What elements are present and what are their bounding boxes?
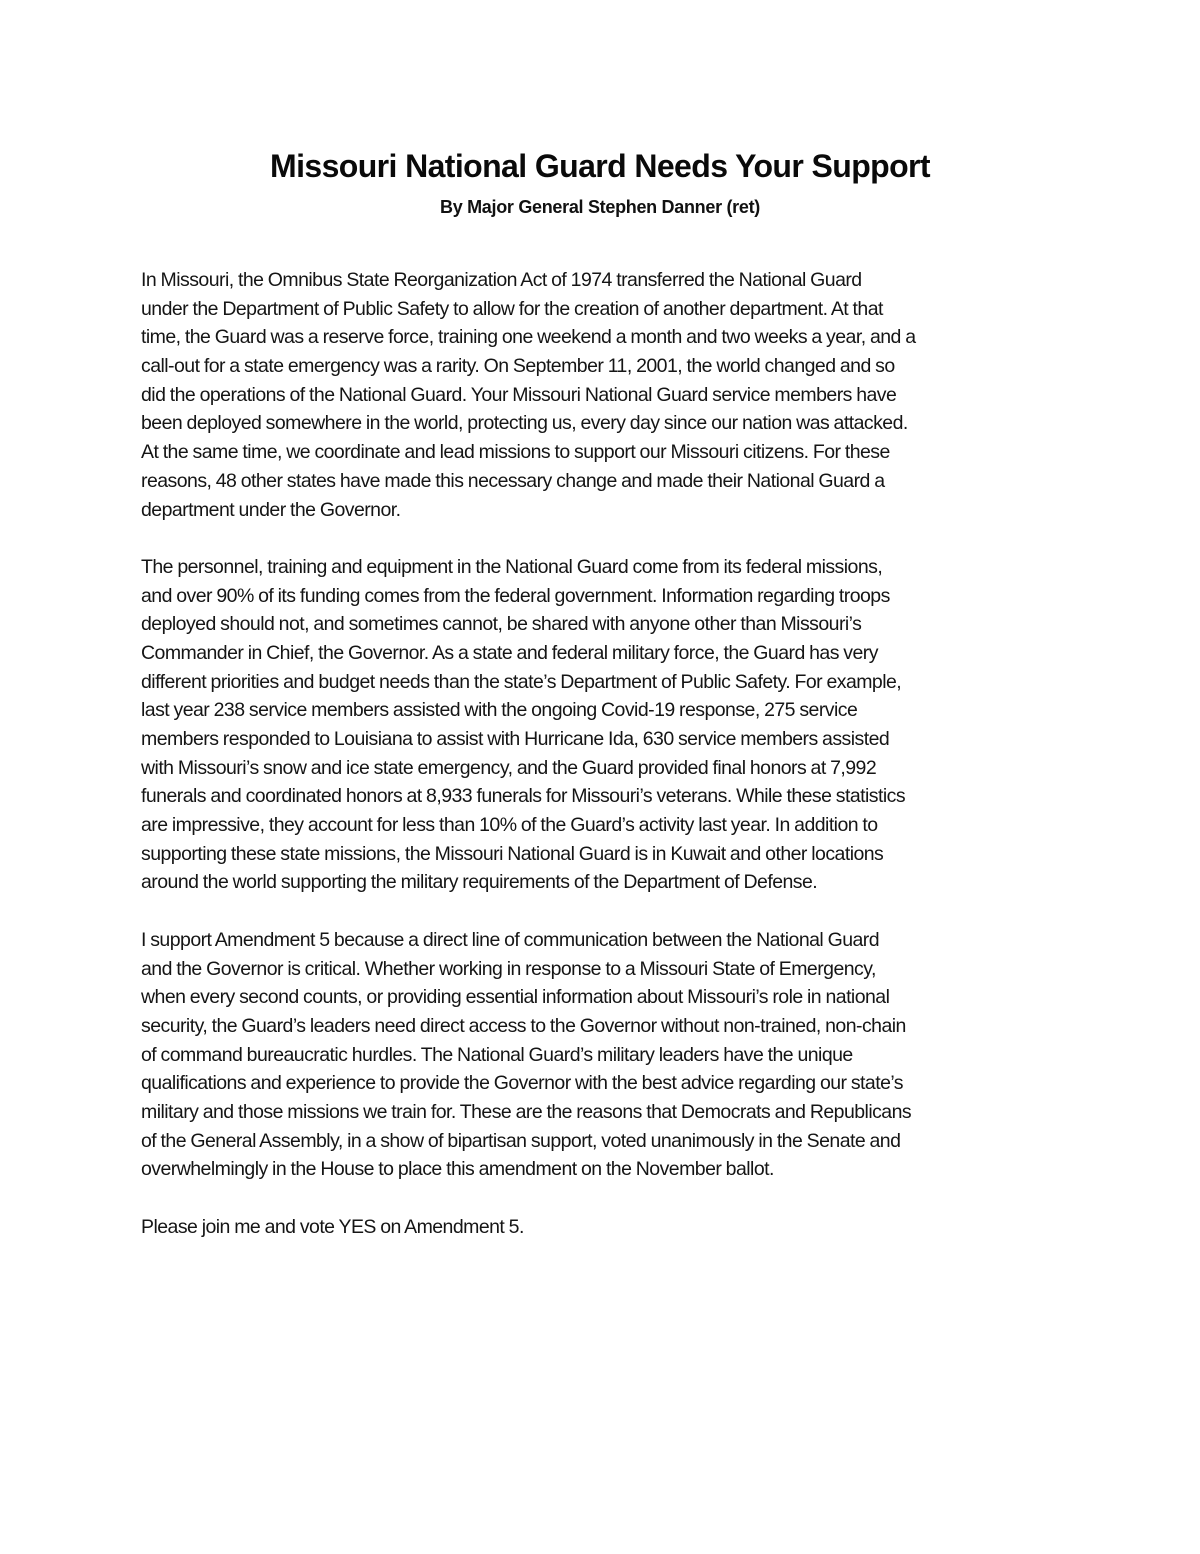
text-line: time, the Guard was a reserve force, training one weekend a month and two weeks a year, and a (141, 326, 916, 349)
paragraph-amendment-support (141, 926, 1081, 1184)
text-line: when every second counts, or providing essential information about Missouri’s role in national (141, 986, 890, 1009)
text-line: funerals and coordinated honors at 8,933 funerals for Missouri’s veterans. While these statistics (141, 785, 906, 808)
text-line: Please join me and vote YES on Amendment 5. (141, 1215, 524, 1238)
paragraph-reorganization-history (141, 266, 1081, 524)
author-byline: By Major General Stephen Danner (ret) (440, 197, 760, 217)
text-line: In Missouri, the Omnibus State Reorganization Act of 1974 transferred the National Guard (141, 269, 862, 291)
text-line: and the Governor is critical. Whether working in response to a Missouri State of Emergency, (141, 957, 876, 980)
text-line: security, the Guard’s leaders need direct access to the Governor without non-trained, non-chain (141, 1014, 906, 1037)
paragraph-spacer (141, 524, 1081, 553)
text-line: are impressive, they account for less than 10% of the Guard’s activity last year. In addition to (141, 814, 878, 837)
text-line: reasons, 48 other states have made this necessary change and made their National Guard a (141, 469, 885, 492)
text-line: department under the Governor. (141, 498, 401, 521)
text-line: deployed should not, and sometimes cannot, be shared with anyone other than Missouri’s (141, 613, 862, 636)
document-title: Missouri National Guard Needs Your Support (270, 148, 930, 184)
paragraph-federal-missions (141, 553, 1081, 897)
paragraph-call-to-action (141, 1213, 1081, 1242)
text-line: around the world supporting the military requirements of the Department of Defense. (141, 871, 818, 894)
text-line: supporting these state missions, the Missouri National Guard is in Kuwait and other locations (141, 842, 884, 865)
text-line: last year 238 service members assisted with the ongoing Covid-19 response, 275 service (141, 699, 858, 722)
text-line: members responded to Louisiana to assist with Hurricane Ida, 630 service members assisted (141, 728, 890, 750)
text-line: At the same time, we coordinate and lead missions to support our Missouri citizens. For these (141, 441, 890, 464)
text-line: Commander in Chief, the Governor. As a state and federal military force, the Guard has very (141, 641, 878, 664)
text-line: qualifications and experience to provide the Governor with the best advice regarding our state’s (141, 1072, 903, 1095)
text-line: been deployed somewhere in the world, protecting us, every day since our nation was attacked. (141, 412, 908, 435)
text-line: call-out for a state emergency was a rarity. On September 11, 2001, the world changed and so (141, 355, 895, 378)
text-line: of the General Assembly, in a show of bipartisan support, voted unanimously in the Senate and (141, 1129, 901, 1152)
text-line: did the operations of the National Guard. Your Missouri National Guard service members have (141, 383, 897, 406)
text-line: overwhelmingly in the House to place this amendment on the November ballot. (141, 1158, 774, 1181)
text-line: I support Amendment 5 because a direct line of communication between the National Guard (141, 928, 880, 951)
paragraph-spacer (141, 1184, 1081, 1213)
text-line: different priorities and budget needs than the state’s Department of Public Safety. For example, (141, 670, 902, 693)
text-line: of command bureaucratic hurdles. The National Guard’s military leaders have the unique (141, 1043, 853, 1066)
text-line: with Missouri’s snow and ice state emergency, and the Guard provided final honors at 7,992 (141, 756, 877, 779)
document-body (141, 266, 1081, 1241)
text-line: military and those missions we train for. These are the reasons that Democrats and Republicans (141, 1100, 912, 1123)
text-line: The personnel, training and equipment in the National Guard come from its federal missions, (141, 555, 883, 578)
text-line: and over 90% of its funding comes from the federal government. Information regarding troops (141, 584, 890, 607)
paragraph-spacer (141, 897, 1081, 926)
text-line: under the Department of Public Safety to allow for the creation of another department. At that (141, 297, 883, 320)
